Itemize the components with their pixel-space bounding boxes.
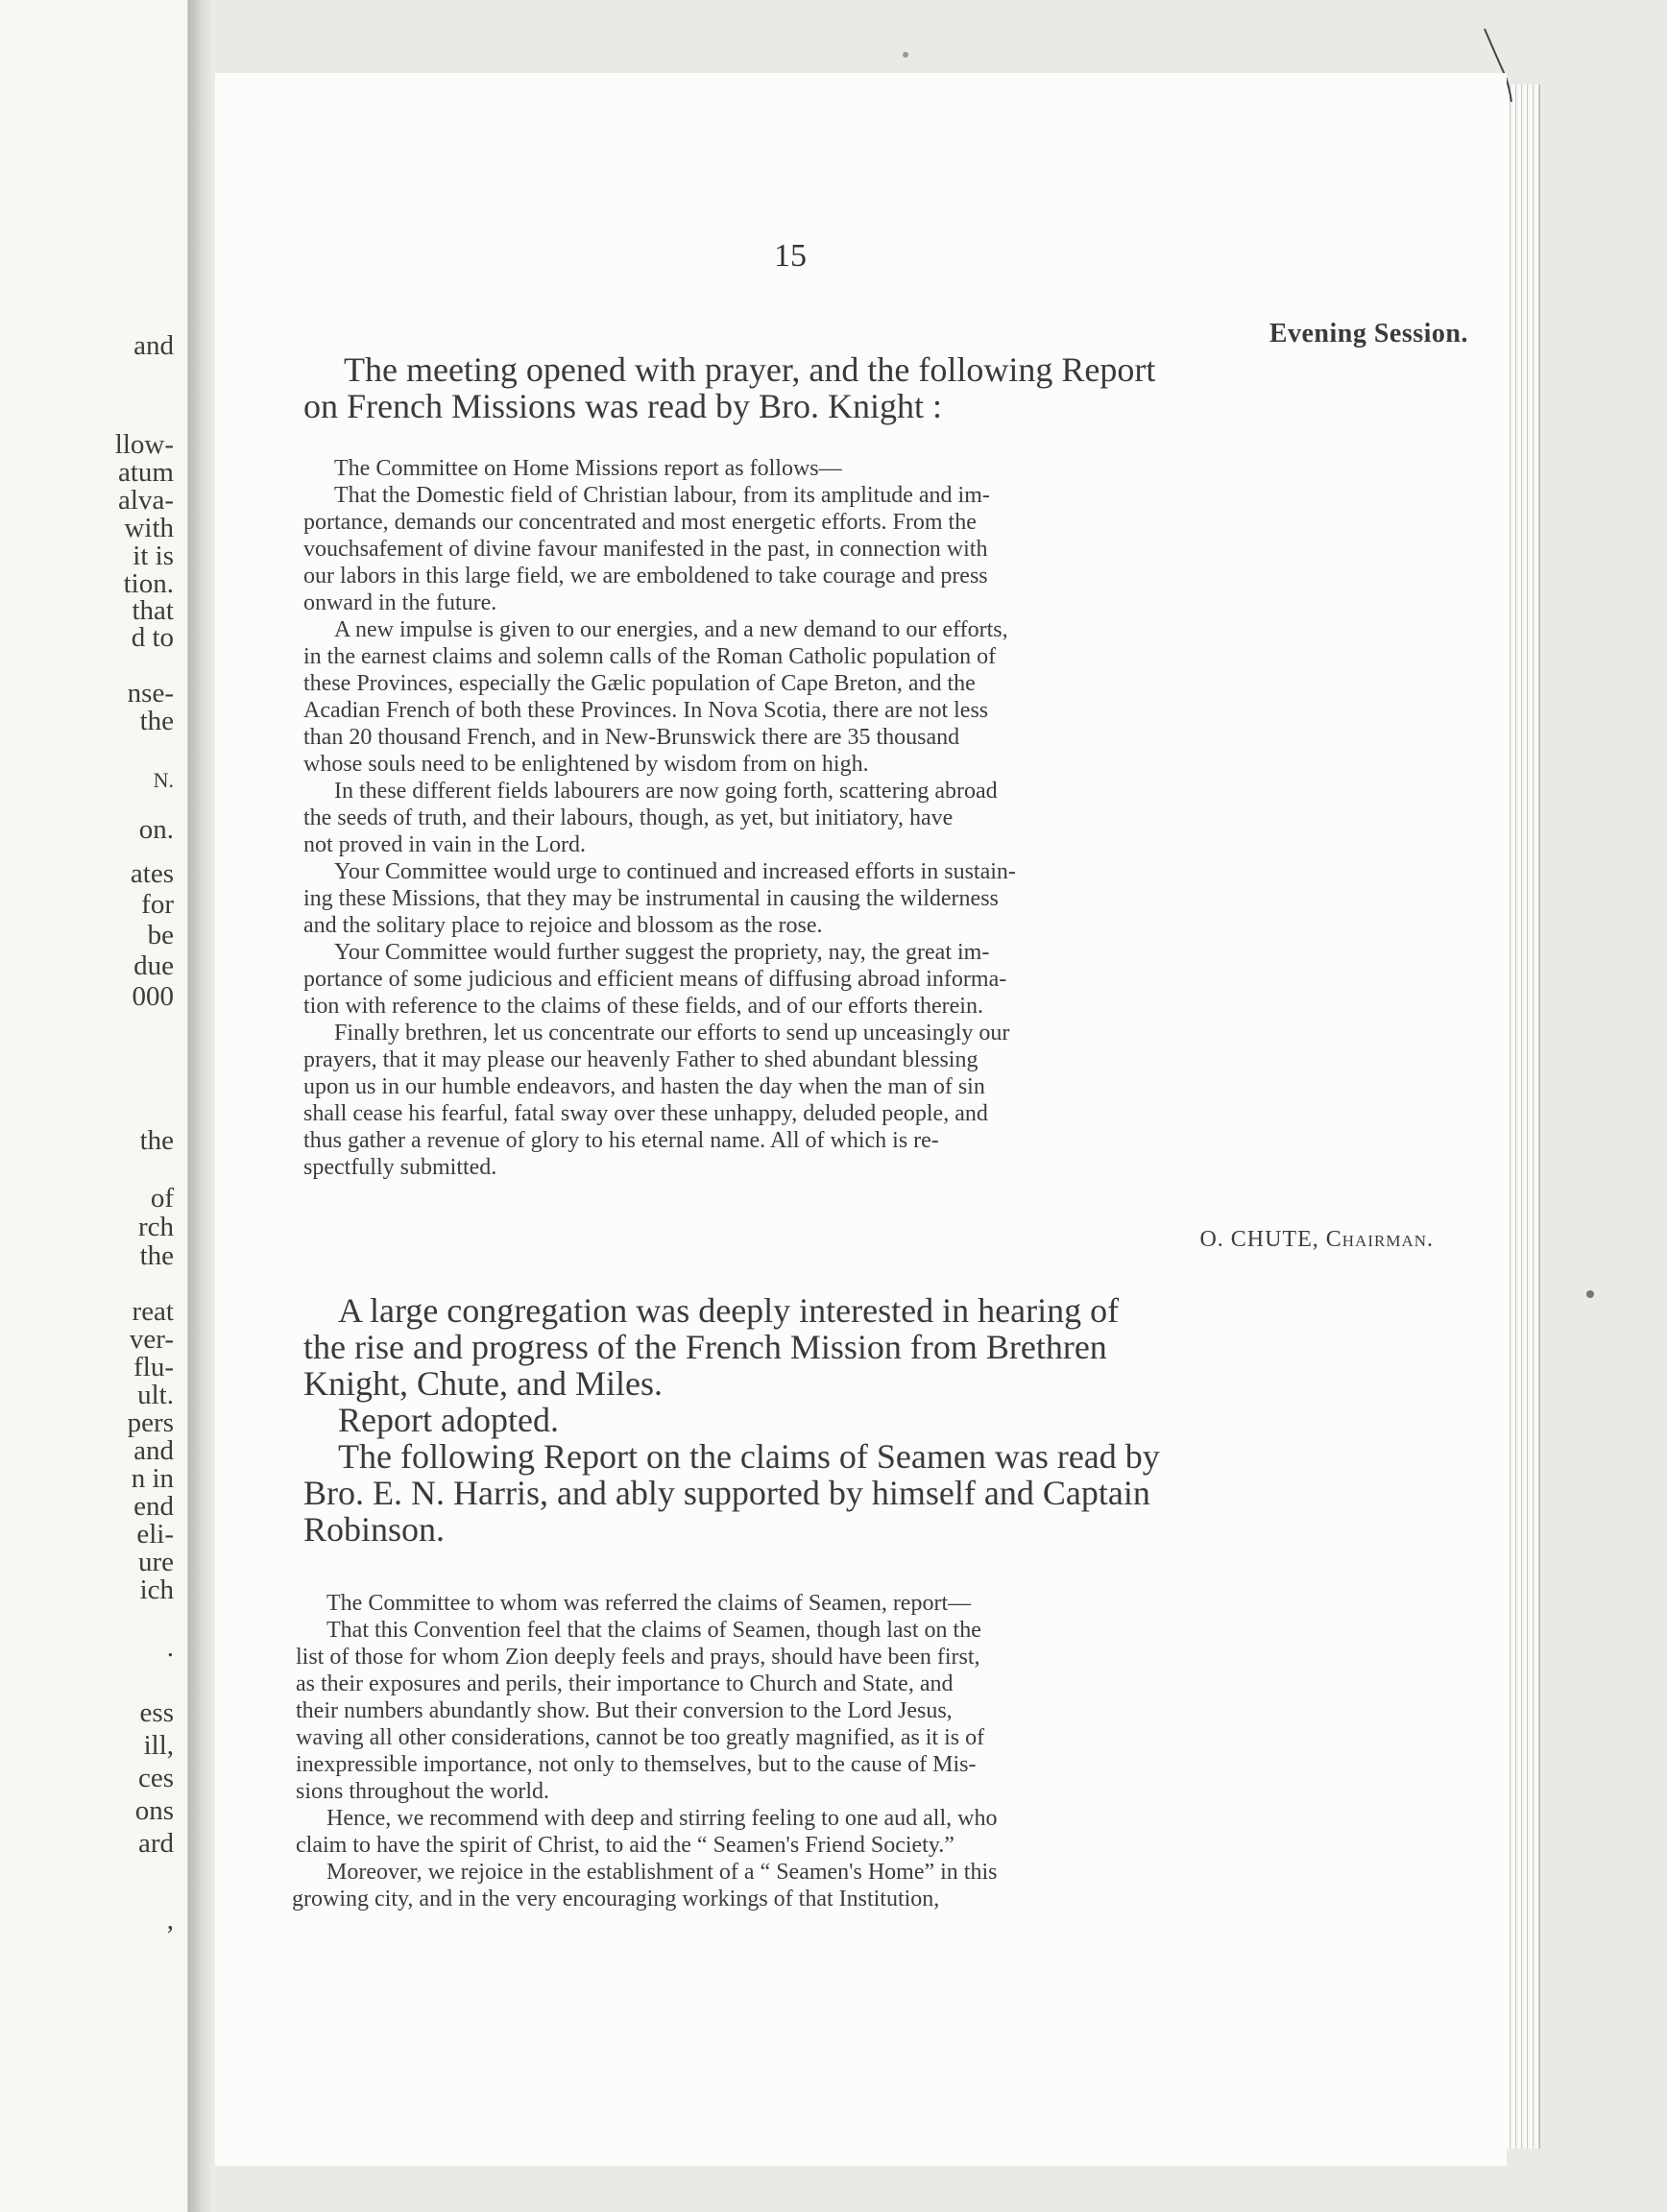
left-page-text: that [132, 595, 174, 626]
report-line: list of those for whom Zion deeply feels and prays, should have been first, [296, 1645, 980, 1670]
report-line: inexpressible importance, not only to themselves, but to the cause of Mis- [296, 1752, 977, 1777]
signature [1199, 1227, 1434, 1253]
report-line: prayers, that it may please our heavenly Father to shed abundant blessing [303, 1047, 978, 1072]
page-edges [1507, 84, 1540, 2149]
signature-name: O. CHUTE, [1199, 1227, 1319, 1252]
left-page-text: n in [131, 1463, 174, 1494]
narrative-line: the rise and progress of the French Mission from Brethren [303, 1328, 1107, 1366]
report-line: thus gather a revenue of glory to his eternal name. All of which is re- [303, 1128, 939, 1153]
left-page-text: ons [134, 1795, 174, 1826]
section-heading: Evening Session. [1268, 319, 1468, 349]
narrative-line: Knight, Chute, and Miles. [303, 1364, 663, 1403]
left-page-text: the [139, 706, 174, 736]
report-line: Your Committee would further suggest the propriety, nay, the great im- [334, 940, 990, 965]
report-line: as their exposures and perils, their importance to Church and State, and [296, 1671, 954, 1696]
left-page-text: tion. [123, 568, 174, 599]
left-page-text: pers [127, 1407, 174, 1438]
left-page-text: on. [138, 814, 174, 845]
report-line: sions throughout the world. [296, 1779, 549, 1804]
report-line: their numbers abundantly show. But their conversion to the Lord Jesus, [296, 1698, 953, 1723]
left-page-text: the [139, 1125, 174, 1156]
report-line: ing these Missions, that they may be instrumental in causing the wilderness [303, 886, 999, 911]
left-page-text: the [139, 1240, 174, 1271]
left-page-text: end [133, 1491, 174, 1522]
left-page-text: ich [139, 1575, 174, 1605]
left-page-fragment [0, 0, 188, 2212]
left-page-text: N. [153, 768, 174, 792]
narrative-line: Bro. E. N. Harris, and ably supported by himself and Captain [303, 1474, 1150, 1512]
report-line: the seeds of truth, and their labours, though, as yet, but initiatory, have [303, 805, 954, 830]
left-page-text: alva- [118, 485, 174, 516]
left-page-text: and [133, 330, 174, 361]
report-line: these Provinces, especially the Gælic population of Cape Breton, and the [303, 671, 976, 696]
book-gutter [188, 0, 215, 2212]
report-line: Acadian French of both these Provinces. In Nova Scotia, there are not less [303, 698, 989, 723]
left-page-text: 000 [132, 981, 174, 1012]
page-number: 15 [774, 238, 807, 274]
left-page-text: and [133, 1435, 174, 1466]
report-line: onward in the future. [303, 590, 497, 615]
left-page-text: of [150, 1183, 174, 1214]
report-line: portance of some judicious and efficient means of diffusing abroad informa- [303, 967, 1007, 992]
report-line: A new impulse is given to our energies, and a new demand to our efforts, [334, 617, 1008, 642]
speck [903, 52, 908, 58]
report-line: The Committee to whom was referred the claims of Seamen, report— [326, 1591, 972, 1616]
report-adopted: Report adopted. [338, 1401, 559, 1439]
left-page-text: be [147, 920, 174, 950]
report-line: growing city, and in the very encouraging workings of that Institution, [292, 1887, 940, 1911]
left-page-text: ess [139, 1697, 174, 1728]
report-line: The Committee on Home Missions report as follows— [334, 456, 842, 481]
narrative-line: Robinson. [303, 1510, 446, 1549]
left-page-text: atum [118, 457, 174, 488]
left-page-text: , [166, 1905, 174, 1936]
report-line: and the solitary place to rejoice and blossom as the rose. [303, 913, 823, 938]
report-line: That this Convention feel that the claims of Seamen, though last on the [326, 1618, 981, 1643]
report-line: our labors in this large field, we are emboldened to take courage and press [303, 564, 988, 589]
report-line: tion with reference to the claims of these fields, and of our efforts therein. [303, 994, 983, 1019]
left-page-text: ates [130, 858, 174, 889]
report-line: shall cease his fearful, fatal sway over these unhappy, deluded people, and [303, 1101, 988, 1126]
left-page-text: ces [137, 1763, 174, 1793]
left-page-text: with [124, 513, 174, 543]
report-line: Hence, we recommend with deep and stirring feeling to one aud all, who [326, 1806, 998, 1831]
report-line: claim to have the spirit of Christ, to aid the “ Seamen's Friend Society.” [296, 1833, 954, 1858]
report-line: upon us in our humble endeavors, and hasten the day when the man of sin [303, 1074, 985, 1099]
report-line: waving all other considerations, cannot be too greatly magnified, as it is of [296, 1725, 985, 1750]
left-page-text: reat [132, 1296, 174, 1327]
left-page-text: it is [133, 541, 174, 571]
report-line: whose souls need to be enlightened by wisdom from on high. [303, 752, 869, 777]
report-line: In these different fields labourers are now going forth, scattering abroad [334, 779, 998, 804]
report-line: That the Domestic field of Christian labour, from its amplitude and im- [334, 483, 990, 508]
left-page-text: d to [131, 622, 174, 653]
report-line: vouchsafement of divine favour manifested in the past, in connection with [303, 537, 988, 562]
left-page-text: ard [137, 1828, 174, 1859]
left-page-text: . [166, 1632, 174, 1663]
left-page-text: ure [137, 1547, 174, 1577]
report-line: spectfully submitted. [303, 1155, 497, 1180]
left-page-text: flu- [133, 1352, 174, 1382]
left-page-text: nse- [127, 678, 174, 709]
opening-line: on French Missions was read by Bro. Knight : [303, 387, 942, 425]
left-page-text: ver- [129, 1324, 174, 1355]
speck [1586, 1290, 1594, 1298]
left-page-text: ill, [143, 1730, 174, 1761]
left-page-text: llow- [114, 429, 174, 460]
narrative-line: The following Report on the claims of Seamen was read by [338, 1437, 1160, 1476]
report-line: Your Committee would urge to continued and increased efforts in sustain- [334, 859, 1016, 884]
signature-title: Chairman. [1325, 1227, 1434, 1252]
report-line: portance, demands our concentrated and most energetic efforts. From the [303, 510, 977, 535]
left-page-text: for [141, 889, 174, 920]
report-line: Finally brethren, let us concentrate our efforts to send up unceasingly our [334, 1021, 1010, 1046]
report-line: than 20 thousand French, and in New-Brunswick there are 35 thousand [303, 725, 960, 750]
left-page-text: ult. [137, 1380, 174, 1410]
left-page-text: rch [137, 1212, 174, 1242]
opening-line: The meeting opened with prayer, and the following Report [344, 350, 1156, 389]
report-line: Moreover, we rejoice in the establishment of a “ Seamen's Home” in this [326, 1860, 998, 1885]
left-page-text: due [133, 950, 174, 981]
document-page [215, 73, 1507, 2166]
report-line: not proved in vain in the Lord. [303, 832, 586, 857]
narrative-line: A large congregation was deeply interested in hearing of [338, 1291, 1120, 1330]
left-page-text: eli- [136, 1519, 174, 1550]
report-line: in the earnest claims and solemn calls of the Roman Catholic population of [303, 644, 997, 669]
